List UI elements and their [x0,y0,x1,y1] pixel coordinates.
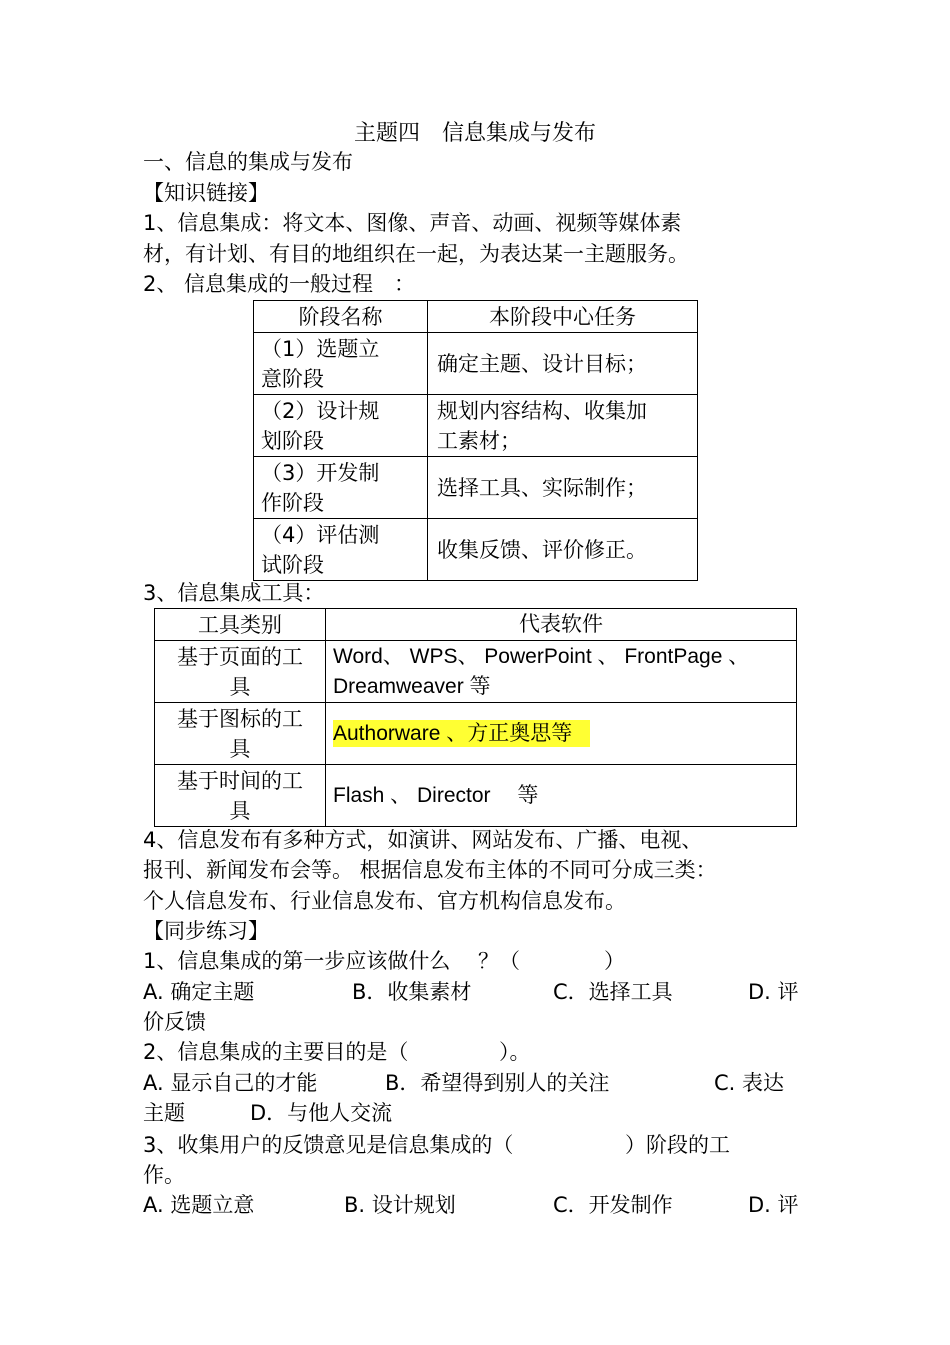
q3-option-d: D. 评 [748,1193,799,1217]
table-row [254,519,698,581]
category-cell: 基于时间的工 具 [155,765,326,827]
table-row [155,703,797,765]
q1-option-d-continued: 价反馈 [143,1010,206,1034]
section-heading: 一、信息的集成与发布 [143,150,353,174]
q1-option-b: B．收集素材 [352,980,472,1004]
column-header-category: 工具类别 [155,609,326,641]
task-cell: 选择工具、实际制作； [428,457,698,519]
paragraph-4-line-3: 个人信息发布、行业信息发布、官方机构信息发布。 [143,889,626,913]
knowledge-heading: 【知识链接】 [143,181,269,205]
q3-option-b: B. 设计规划 [344,1193,456,1217]
table-row [155,765,797,827]
column-header-software: 代表软件 [326,609,797,641]
question-3-stem: 3、收集用户的反馈意见是信息集成的（ ）阶段的工 [143,1133,731,1157]
paragraph-1-line-1: 1、信息集成：将文本、图像、声音、动画、视频等媒体素 [143,211,682,235]
task-cell: 规划内容结构、收集加 工素材； [428,395,698,457]
paragraph-4-line-2: 报刊、新闻发布会等。 根据信息发布主体的不同可分成三类： [143,858,717,882]
highlighted-text: Authorware 、方正奥思等 [333,720,590,747]
process-table [253,300,698,581]
q3-option-a: A. 选题立意 [143,1193,255,1217]
q2-option-c-continued: 主题 [143,1101,185,1125]
column-header-task: 本阶段中心任务 [428,301,698,333]
q2-option-c: C. 表达 [714,1071,785,1095]
tools-table [154,608,797,827]
stage-cell: （4）评估测 试阶段 [254,519,428,581]
table-row [155,641,797,703]
q2-option-d: D．与他人交流 [250,1101,393,1125]
table-row [254,395,698,457]
practice-heading: 【同步练习】 [143,919,269,943]
page-title: 主题四 信息集成与发布 [353,121,596,146]
q1-option-a: A. 确定主题 [143,980,255,1004]
category-cell: 基于图标的工 具 [155,703,326,765]
q1-option-d: D. 评 [748,980,799,1004]
stage-cell: （1）选题立 意阶段 [254,333,428,395]
q2-option-b: B．希望得到别人的关注 [385,1071,610,1095]
question-3-stem-continued: 作。 [143,1163,185,1187]
task-cell: 收集反馈、评价修正。 [428,519,698,581]
question-2-stem: 2、信息集成的主要目的是（ ）。 [143,1040,531,1064]
stage-cell: （2）设计规 划阶段 [254,395,428,457]
category-cell: 基于页面的工 具 [155,641,326,703]
paragraph-3: 3、信息集成工具： [143,581,325,605]
task-cell: 确定主题、设计目标； [428,333,698,395]
table-header-row [155,609,797,641]
software-cell [326,703,797,765]
paragraph-1-line-2: 材，有计划、有目的地组织在一起，为表达某一主题服务。 [143,242,689,266]
q1-option-c: C．选择工具 [553,980,673,1004]
table-header-row [254,301,698,333]
question-1-stem: 1、信息集成的第一步应该做什么 ？（ ） [143,949,626,973]
paragraph-4-line-1: 4、信息发布有多种方式，如演讲、网站发布、广播、电视、 [143,828,703,852]
q3-option-c: C．开发制作 [553,1193,673,1217]
software-cell: Flash 、 Director 等 [326,765,797,827]
q2-option-a: A. 显示自己的才能 [143,1071,318,1095]
paragraph-2: 2、 信息集成的一般过程 ： [143,272,416,296]
table-row [254,333,698,395]
software-cell: Word、 WPS、 PowerPoint 、 FrontPage 、 Dreamweaver 等 [326,641,797,703]
stage-cell: （3）开发制 作阶段 [254,457,428,519]
table-row [254,457,698,519]
column-header-stage: 阶段名称 [254,301,428,333]
